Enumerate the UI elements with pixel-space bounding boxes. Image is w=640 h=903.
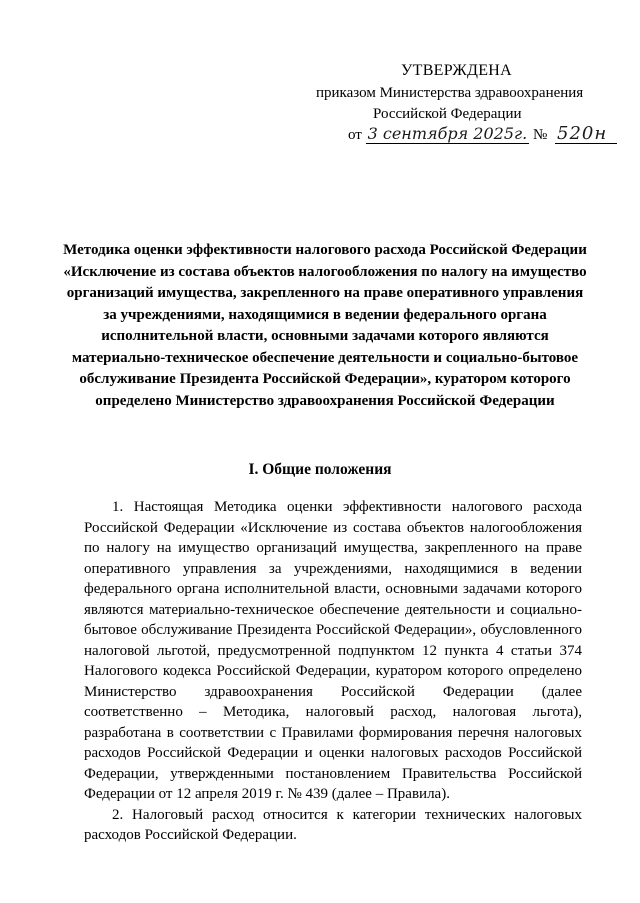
approval-date-prefix: от (348, 127, 362, 143)
approval-country: Российской Федерации (373, 106, 522, 122)
approval-order-line: приказом Министерства здравоохранения (316, 85, 584, 101)
paragraph: 2. Налоговый расход относится к категории технических налоговых расходов Российской Федерации. (84, 806, 582, 843)
approval-number-handwritten: 520н (555, 125, 617, 144)
approval-number-sign: № (532, 127, 548, 143)
approval-date-row (348, 125, 617, 144)
approval-title: УТВЕРЖДЕНА (401, 62, 513, 79)
approval-date-handwritten: 3 сентября 2025г. (367, 124, 528, 143)
paragraph: 1. Настоящая Методика оценки эффективности налогового расхода Российской Федерации «Исключение из состава объектов налогообложения по налогу на имущество организаций имущества, закрепленного на праве оперативного управления за учреждениями, находящимися в ведении федерального органа исполнительной власти, основными задачами которого являются материально-техническое обеспечение деятельности и социально-бытовое обслуживание Президента Российской Федерации», обусловленного налоговой льготой, предусмотренной подпунктом 12 пункта 4 статьи 374 Налогового кодекса Российской Федерации, куратором которого определено Министерство здравоохранения Российской Федерации (далее соответственно – Методика, налоговый расход, налоговая льгота), разработана в соответствии с Правилами формирования перечня налоговых расходов Российской Федерации и оценки налоговых расходов Российской Федерации, утвержденными постановлением Правительства Российской Федерации от 12 апреля 2019 г. № 439 (далее – Правила). (84, 499, 582, 802)
section-heading: I. Общие положения (248, 461, 392, 478)
document-title: Методика оценки эффективности налогового расхода Российской Федерации «Исключение из состава объектов налогообложения по налогу на имущество организаций имущества, закрепленного на праве оперативного управления за учреждениями, находящимися в ведении федерального органа исполнительной власти, основными задачами которого являются материально-техническое обеспечение деятельности и социально-бытовое обслуживание Президента Российской Федерации», куратором которого определено Министерство здравоохранения Российской Федерации (63, 242, 587, 409)
document-body (84, 497, 582, 846)
